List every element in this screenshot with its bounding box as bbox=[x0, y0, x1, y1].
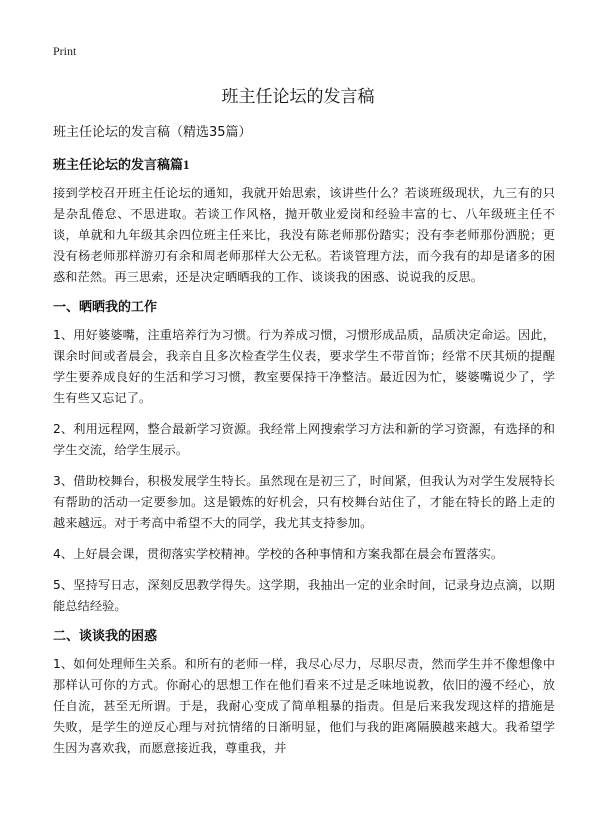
work-item-4: 4、上好晨会课，贯彻落实学校精神。学校的各种事情和方案我都在晨会布置落实。 bbox=[53, 547, 504, 561]
work-item-3: 3、借助校舞台，积极发展学生特长。虽然现在是初三了，时间紧，但我认为对学生发展特长有帮助的活动一定要参加。这是锻炼的好机会，只有校舞台站住了，才能在特长的路上走的越来越远。对于考高中希望不大的同学，我尤其支持参加。 bbox=[53, 474, 555, 530]
confusion-item-1: 1、如何处理师生关系。和所有的老师一样，我尽心尽力，尽职尽责，然而学生并不像想像中那样认可你的方式。你耐心的思想工作在他们看来不过是乏味地说教，依旧的漫不经心，放任自流，甚至无所谓。于是，我耐心变成了简单粗暴的指责。但是后来我发现这样的措施是失败，是学生的逆反心理与对抗情绪的日渐明显，他们与我的距离隔膜越来越大。我希望学生因为喜欢我，而愿意接近我，尊重我，并 bbox=[53, 657, 555, 755]
article-heading bbox=[53, 155, 555, 176]
print-label: Print bbox=[53, 44, 77, 58]
document-subtitle: 班主任论坛的发言稿（精选35篇） bbox=[53, 125, 252, 140]
article-heading-text: 班主任论坛的发言稿 bbox=[53, 158, 171, 173]
section-heading-confusion: 二、谈谈我的困惑 bbox=[53, 629, 158, 644]
section-heading-work: 一、晒晒我的工作 bbox=[53, 300, 158, 315]
document-title: 班主任论坛的发言稿 bbox=[221, 87, 375, 107]
work-item-5: 5、坚持写日志，深刻反思教学得失。这学期，我抽出一定的业余时间，记录身边点滴，以期能总结经验。 bbox=[53, 578, 555, 613]
article-heading-number: 篇1 bbox=[170, 157, 190, 172]
intro-paragraph: 接到学校召开班主任论坛的通知，我就开始思索，该讲些什么？若谈班级现状，九三有的只是杂乱倦怠、不思进取。若谈工作风格，抛开敬业爱岗和经验丰富的七、八年级班主任不谈，单就和九年级其余四位班主任来比，我没有陈老师那份踏实；没有李老师那份洒脱；更没有杨老师那样游刃有余和周老师那样大公无私。若谈管理方法，而今我有的却是诸多的困惑和茫然。再三思索，还是决定晒晒我的工作、谈谈我的困惑、说说我的反思。 bbox=[53, 186, 555, 284]
work-item-2: 2、利用远程网，整合最新学习资源。我经常上网搜索学习方法和新的学习资源，有选择的和学生交流，给学生展示。 bbox=[53, 422, 555, 457]
work-item-1: 1、用好婆婆嘴，注重培养行为习惯。行为养成习惯，习惯形成品质，品质决定命运。因此，课余时间或者晨会，我亲自且多次检查学生仪表，要求学生不带首饰；经常不厌其烦的提醒学生要养成良好的生活和学习习惯，教室要保持干净整洁。最近因为忙，婆婆嘴说少了，学生有些又忘记了。 bbox=[53, 328, 555, 405]
